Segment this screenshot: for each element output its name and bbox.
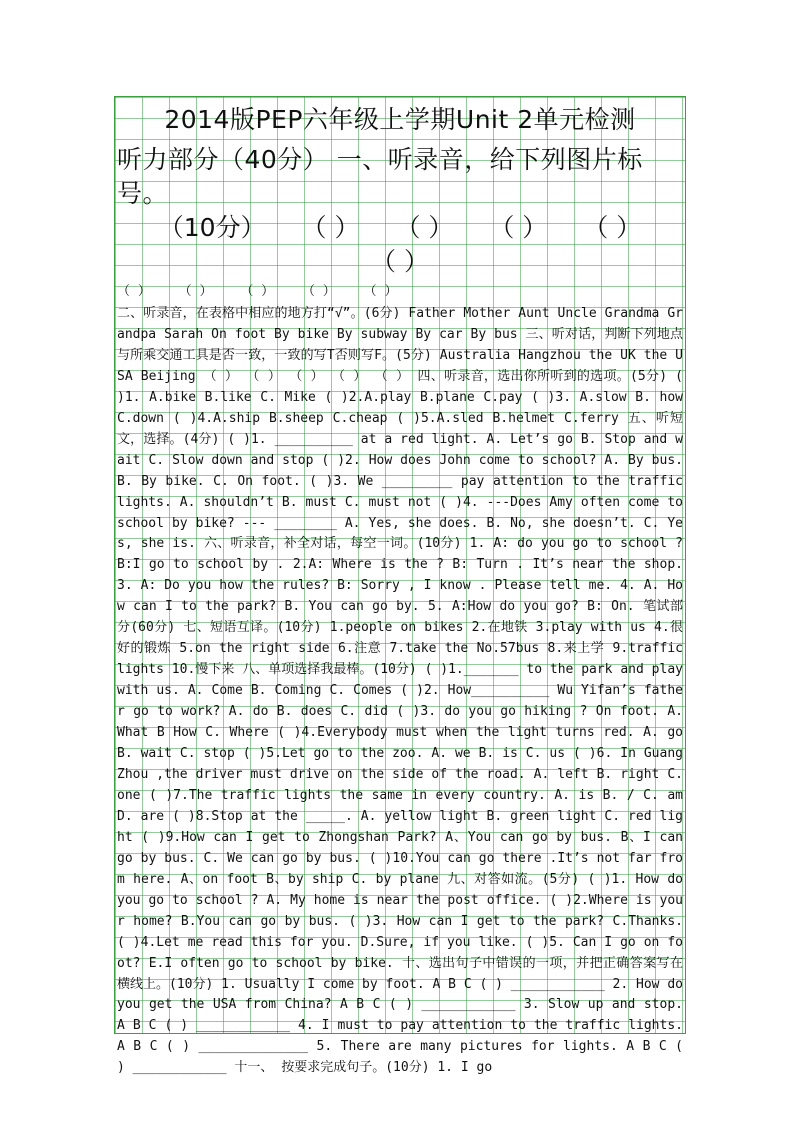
picture-blank: （ ） xyxy=(301,213,360,242)
answer-blank-row xyxy=(117,281,685,302)
picture-blank: （ ） xyxy=(489,213,548,242)
answer-blank: （ ） xyxy=(301,284,336,299)
answer-blank: （ ） xyxy=(117,284,151,299)
picture-blank: （ ） xyxy=(395,213,454,242)
exam-title: 2014版PEP六年级上学期Unit 2单元检测 xyxy=(164,105,636,134)
answer-blank: （ ） xyxy=(178,284,213,299)
exam-sheet-grid xyxy=(114,96,686,1076)
answer-blank: （ ） xyxy=(240,284,275,299)
picture-blank: （ ） xyxy=(583,213,642,242)
exam-body-text: 二、听录音，在表格中相应的地方打“√”。(6分) Father Mother Aunt Uncle Grandma Grandpa Sarah On foot By bike By subway By car By bus 三、听对话，判断下列地点与所乘交通工具是否一致，一致的写T否则写F。(5分) Australia Hangzhou the UK the USA Beijing （ ） （ ） （ ） （ ） （ ） 四、听录音，选出你所听到的选项。(5分) ( )1. A.bike B.like C. Mike ( )2.A.play B.plane C.pay ( )3. A.slow B. how C.down ( )4.A.ship B.sheep C.cheap ( )5.A.sled B.helmet C.ferry 五、听短文，选择。(4分) ( )1. __________ at a red light. A. Let’s go B. Stop and wait C. Slow down and stop ( )2. How does John come to school? A. By bus. B. By bike. C. On foot. ( )3. We _________ pay attention to the traffic lights. A. shouldn’t B. must C. must not ( )4. ---Does Amy often come to school by bike? --- ________ A. Yes, she does. B. No, she doesn’t. C. Yes, she is. 六、听录音，补全对话，每空一词。(10分) 1. A: do you go to school ? B:I go to school by . 2.A: Where is the ? B: Turn . It’s near the shop. 3. A: Do you how the rules? B: Sorry , I know . Please tell me. 4. A. How can I to the park? B. You can go by. 5. A:How do you go? B: On. 笔试部分(60分) 七、短语互译。(10分) 1.people on bikes 2.在地铁 3.play with us 4.很好的锻炼 5.on the right side 6.注意 7.take the No.57bus 8.来上学 9.traffic lights 10.慢下来 八、单项选择我最棒。(10分) ( )1._______ to the park and play with us. A. Come B. Coming C. Comes ( )2. How__________ Wu Yifan’s father go to work? A. do B. does C. did ( )3. do you go hiking ? On foot. A. What B How C. Where ( )4.Everybody must when the light turns red. A. go B. wait C. stop ( )5.Let go to the zoo. A. we B. is C. us ( )6. In Guang Zhou ,the driver must drive on the side of the road. A. left B. right C. one ( )7.The traffic lights the same in every country. A. is B. / C. am D. are ( )8.Stop at the _____. A. yellow light B. green light C. red light ( )9.How can I get to Zhongshan Park? A、You can go by bus. B、I can go by bus. C. We can go by bus. ( )10.You can go there .It’s not far from here. A、on foot B、by ship C. by plane 九、对答如流。(5分) ( )1. How do you go to school ? A. My home is near the post office. ( )2.Where is your home? B.You can go by bus. ( )3. How can I get to the park? C.Thanks. ( )4.Let me read this for you. D.Sure, if you like. ( )5. Can I go on foot? E.I often go to school by bike. 十、选出句子中错误的一项，并把正确答案写在横线上。(10分) 1. Usually I come by foot. A B C ( ) ____________ 2. How do you get the USA from China? A B C ( ) ____________ 3. Slow up and stop. A B C ( ) ____________ 4. I must to pay attention to the traffic lights. A B C ( ) ______________ 5. There are many pictures for lights. A B C ( ) ____________ 十一、 按要求完成句子。(10分) 1. I go xyxy=(117,306,683,1076)
answer-blank: （ ） xyxy=(363,284,398,299)
section-one-score: （10分） xyxy=(158,213,266,242)
picture-blank: （ ） xyxy=(371,247,429,276)
picture-number-blanks xyxy=(115,211,685,279)
listening-section-heading: 听力部分（40分） 一、听录音，给下列图片标号。 xyxy=(117,145,643,208)
